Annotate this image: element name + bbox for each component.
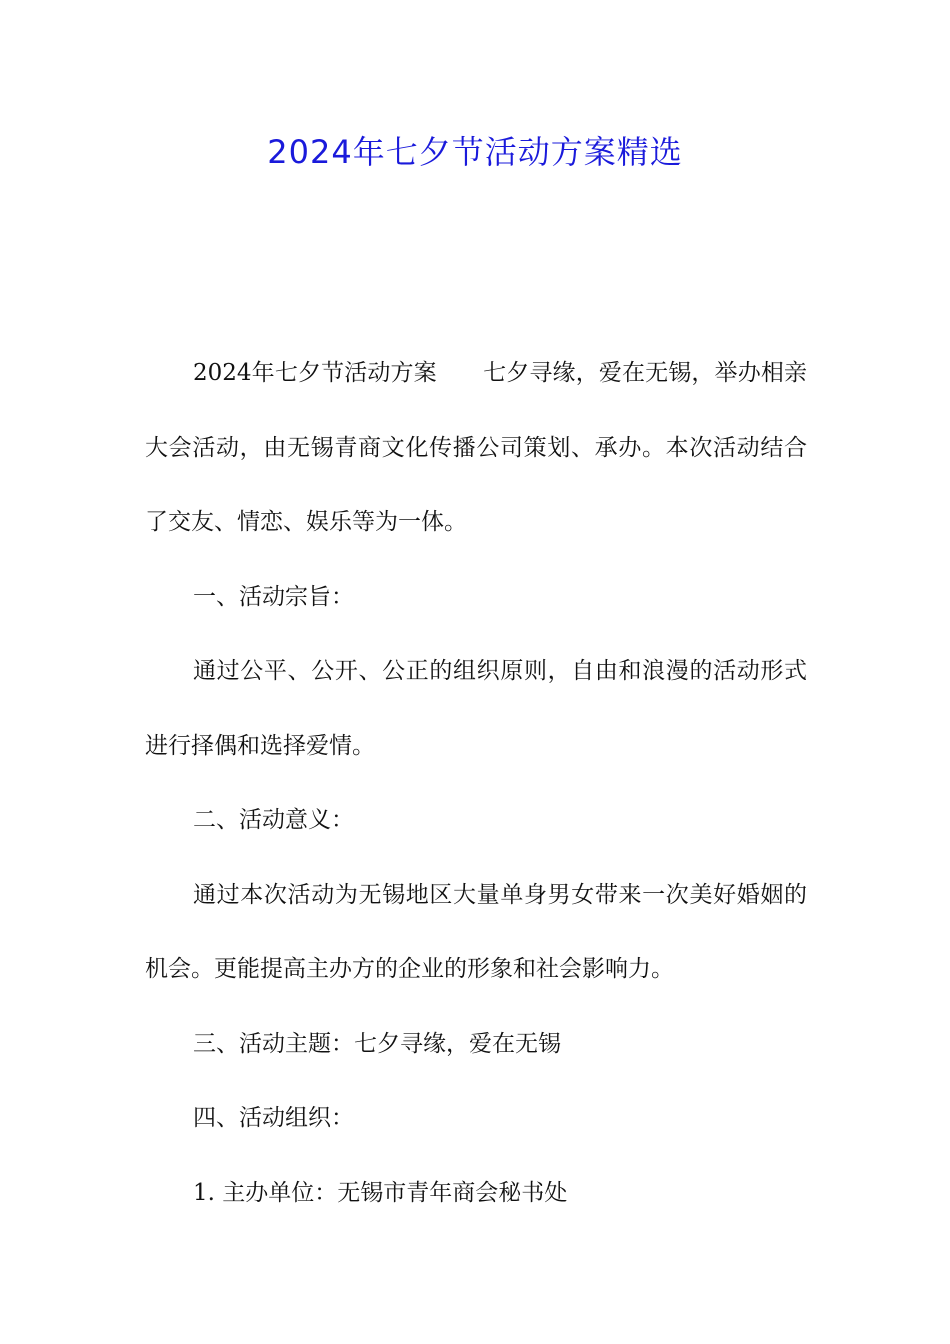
- section-heading-organization: 四、活动组织：: [193, 1105, 354, 1131]
- section-heading-purpose: 一、活动宗旨：: [193, 583, 354, 610]
- purpose-paragraph: 通过公平、公开、公正的组织原则，自由和浪漫的活动形式进行择偶和选择爱情。: [145, 658, 807, 759]
- section-heading-significance: 二、活动意义：: [193, 807, 354, 833]
- document-title: 2024年七夕节活动方案精选: [267, 133, 683, 171]
- intro-paragraph: 2024年七夕节活动方案 七夕寻缘，爱在无锡，举办相亲大会活动，由无锡青商文化传播公司策划、承办。本次活动结合了交友、情恋、娱乐等为一体。: [145, 360, 807, 535]
- section-heading-theme: 三、活动主题：七夕寻缘，爱在无锡: [193, 1030, 561, 1057]
- significance-paragraph: 通过本次活动为无锡地区大量单身男女带来一次美好婚姻的机会。更能提高主办方的企业的形象和社会影响力。: [145, 881, 807, 982]
- document-body: [145, 336, 807, 1230]
- organizer-item: 1. 主办单位：无锡市青年商会秘书处: [193, 1179, 568, 1206]
